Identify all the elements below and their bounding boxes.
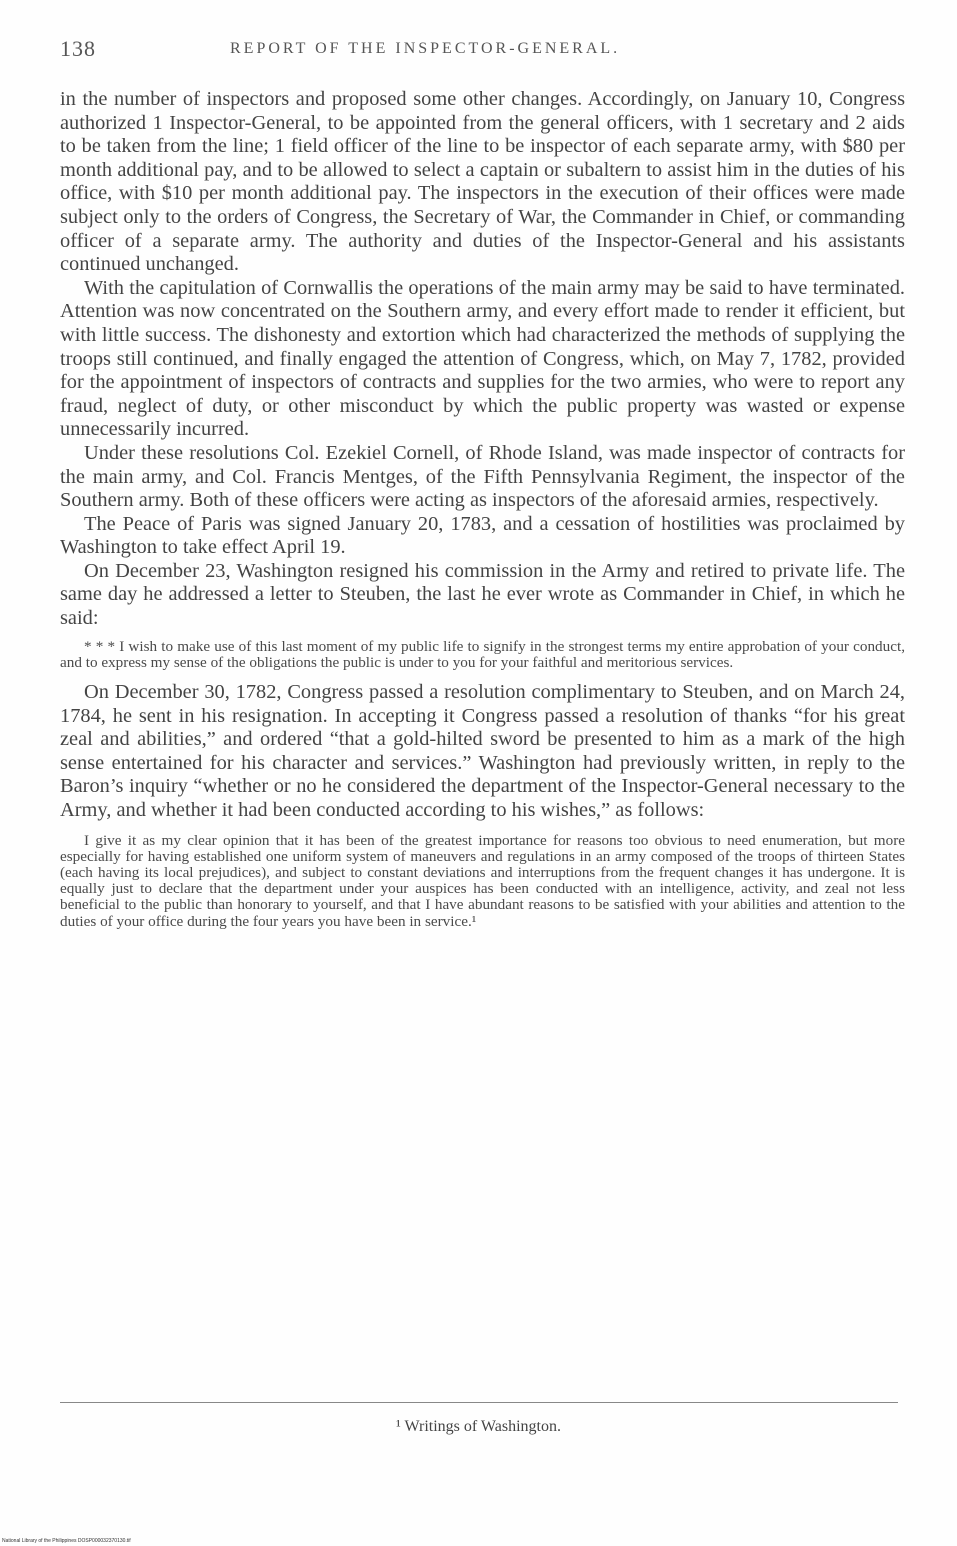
paragraph-steuben-resignation: On December 30, 1782, Congress passed a resolution complimentary to Steuben, and on March 24, 1784, he sent in his resignation. In accepting it Congress passed a resolution of thanks “for his great zeal and abilities,” and ordered “that a gold-hilted sword be presented to him as a mark of the high sense entertained for his character and services.” Washington had previously written, in reply to the Baron’s inquiry “whether or no he considered the department of the Inspector-General necessary to the Army, and whether it had been conducted according to his wishes,” as follows: bbox=[60, 681, 905, 822]
paragraph-cornwallis: With the capitulation of Cornwallis the operations of the main army may be said to have terminated. Attention was now concentrated on the Southern army, and every effort made to render it efficient, but with little success. The dishonesty and extortion which had characterized the methods of supplying the troops still continued, and finally engaged the attention of Congress, which, on May 7, 1782, provided for the appointment of inspectors of contracts and supplies for the two armies, who were to report any fraud, neglect of duty, or other misconduct by which the public property was wasted or expense unnecessarily incurred. bbox=[60, 276, 905, 441]
running-head: REPORT OF THE INSPECTOR-GENERAL. bbox=[230, 40, 621, 57]
paragraph-cornell-mentges: Under these resolutions Col. Ezekiel Cornell, of Rhode Island, was made inspector of contracts for the main army, and Col. Francis Mentges, of the Fifth Pennsylvania Regiment, the inspector of the Southern army. Both of these officers were acting as inspectors of the aforesaid armies, respectively. bbox=[60, 441, 905, 512]
page-header bbox=[60, 36, 903, 66]
scan-imprint: National Library of the Philippines DOSP000032370130.tif bbox=[2, 1538, 131, 1544]
page-number: 138 bbox=[60, 36, 96, 61]
block-quote-opinion: I give it as my clear opinion that it has been of the greatest importance for reasons too obvious to need enumeration, but more especially for having established one uniform system of maneuvers and regulations in an army composed of the troops of thirteen States (each having its local prejudices), and subject to constant deviations and interruptions from the frequent changes it has undergone. It is equally just to declare that the department under your auspices has been conducted with an intelligence, activity, and zeal not less beneficial to the public than honorary to yourself, and that I have abundant reasons to be satisfied with your abilities and attention to the duties of your office during the four years you have been in service.¹ bbox=[60, 831, 905, 930]
block-quote-farewell: * * * I wish to make use of this last moment of my public life to signify in the strongest terms my entire approbation of your conduct, and to express my sense of the obligations the public is under to you for your faithful and meritorious services. bbox=[60, 637, 905, 671]
paragraph-inspectors: in the number of inspectors and proposed some other changes. Accordingly, on January 10, Congress authorized 1 Inspector-General, to be appointed from the general officers, with 1 secretary and 2 aids to be taken from the line; 1 field officer of the line to be inspector of each separate army, with $80 per month additional pay, and to be allowed to select a captain or subaltern to assist him in the duties of his office, with $10 per month additional pay. The inspectors in the execution of their offices were made subject only to the orders of Congress, the Secretary of War, the Commander in Chief, or commanding officer of a separate army. The authority and duties of the Inspector-General and his assistants continued unchanged. bbox=[60, 88, 905, 276]
paragraph-washington-resigned: On December 23, Washington resigned his commission in the Army and retired to private life. The same day he addressed a letter to Steuben, the last he ever wrote as Commander in Chief, in which he said: bbox=[60, 559, 905, 630]
footnote: ¹ Writings of Washington. bbox=[396, 1418, 561, 1435]
paragraph-peace-of-paris: The Peace of Paris was signed January 20, 1783, and a cessation of hostilities was proclaimed by Washington to take effect April 19. bbox=[60, 512, 905, 559]
footnote-rule bbox=[60, 1402, 898, 1403]
body-text bbox=[60, 88, 905, 930]
